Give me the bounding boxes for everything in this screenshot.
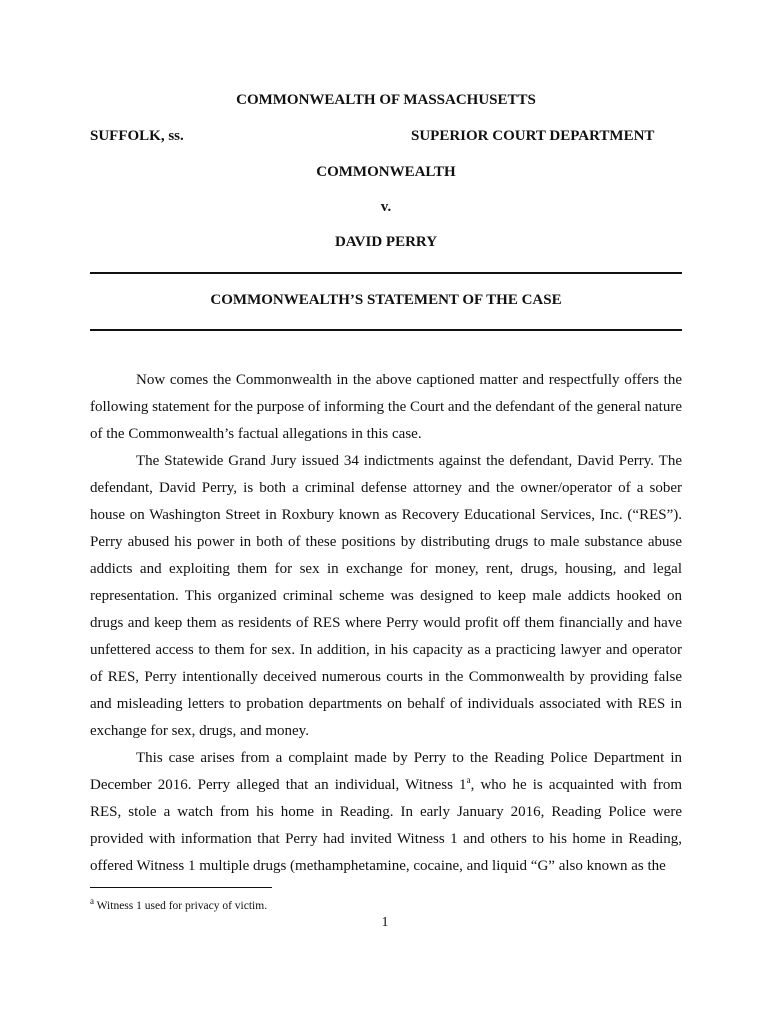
versus-label: v. (380, 199, 392, 215)
document-title: COMMONWEALTH’S STATEMENT OF THE CASE (210, 292, 562, 308)
bottom-divider (90, 329, 682, 331)
footnote-divider (90, 887, 272, 888)
court-department-label: SUPERIOR COURT DEPARTMENT (411, 128, 655, 144)
paragraph-case-origin (90, 745, 682, 880)
paragraph-text: , who he is acquainted with from RES, stole a watch from his home in Reading. In early January 2016, Reading Police were provided with information that Perry had invited Witness 1 and others to his home in Reading, offered Witness 1 multiple drugs (methamphetamine, cocaine, and liquid “G” also known as the (90, 777, 682, 874)
court-state-heading: COMMONWEALTH OF MASSACHUSETTS (236, 92, 536, 108)
footnote-marker: a (90, 896, 94, 907)
document-body (90, 367, 682, 880)
footnote-reference: a (466, 775, 471, 785)
top-divider (90, 272, 682, 274)
paragraph-text: This case arises from a complaint made by Perry to the Reading Police Department in December 2016. Perry alleged that an individual, Witness 1 (90, 750, 682, 793)
county-label: SUFFOLK, ss. (90, 128, 184, 144)
page-number: 1 (381, 915, 389, 930)
footnote (90, 896, 268, 912)
defendant-name: DAVID PERRY (334, 234, 438, 250)
plaintiff-name: COMMONWEALTH (316, 164, 456, 180)
footnote-text: Witness 1 used for privacy of victim. (94, 900, 268, 912)
paragraph-indictments: The Statewide Grand Jury issued 34 indictments against the defendant, David Perry. The defendant, David Perry, is both a criminal defense attorney and the owner/operator of a sober house on Washington Street in Roxbury known as Recovery Educational Services, Inc. (“RES”). Perry abused his power in both of these positions by distributing drugs to male substance abuse addicts and exploiting them for sex in exchange for money, rent, drugs, housing, and legal representation. This organized criminal scheme was designed to keep male addicts hooked on drugs and keep them as residents of RES where Perry would profit off them financially and have unfettered access to them for sex. In addition, in his capacity as a practicing lawyer and operator of RES, Perry intentionally deceived numerous courts in the Commonwealth by providing false and misleading letters to probation departments on behalf of individuals associated with RES in exchange for sex, drugs, and money. (90, 453, 682, 739)
paragraph-intro: Now comes the Commonwealth in the above captioned matter and respectfully offers the following statement for the purpose of informing the Court and the defendant of the general nature of the Commonwealth’s factual allegations in this case. (90, 372, 682, 442)
